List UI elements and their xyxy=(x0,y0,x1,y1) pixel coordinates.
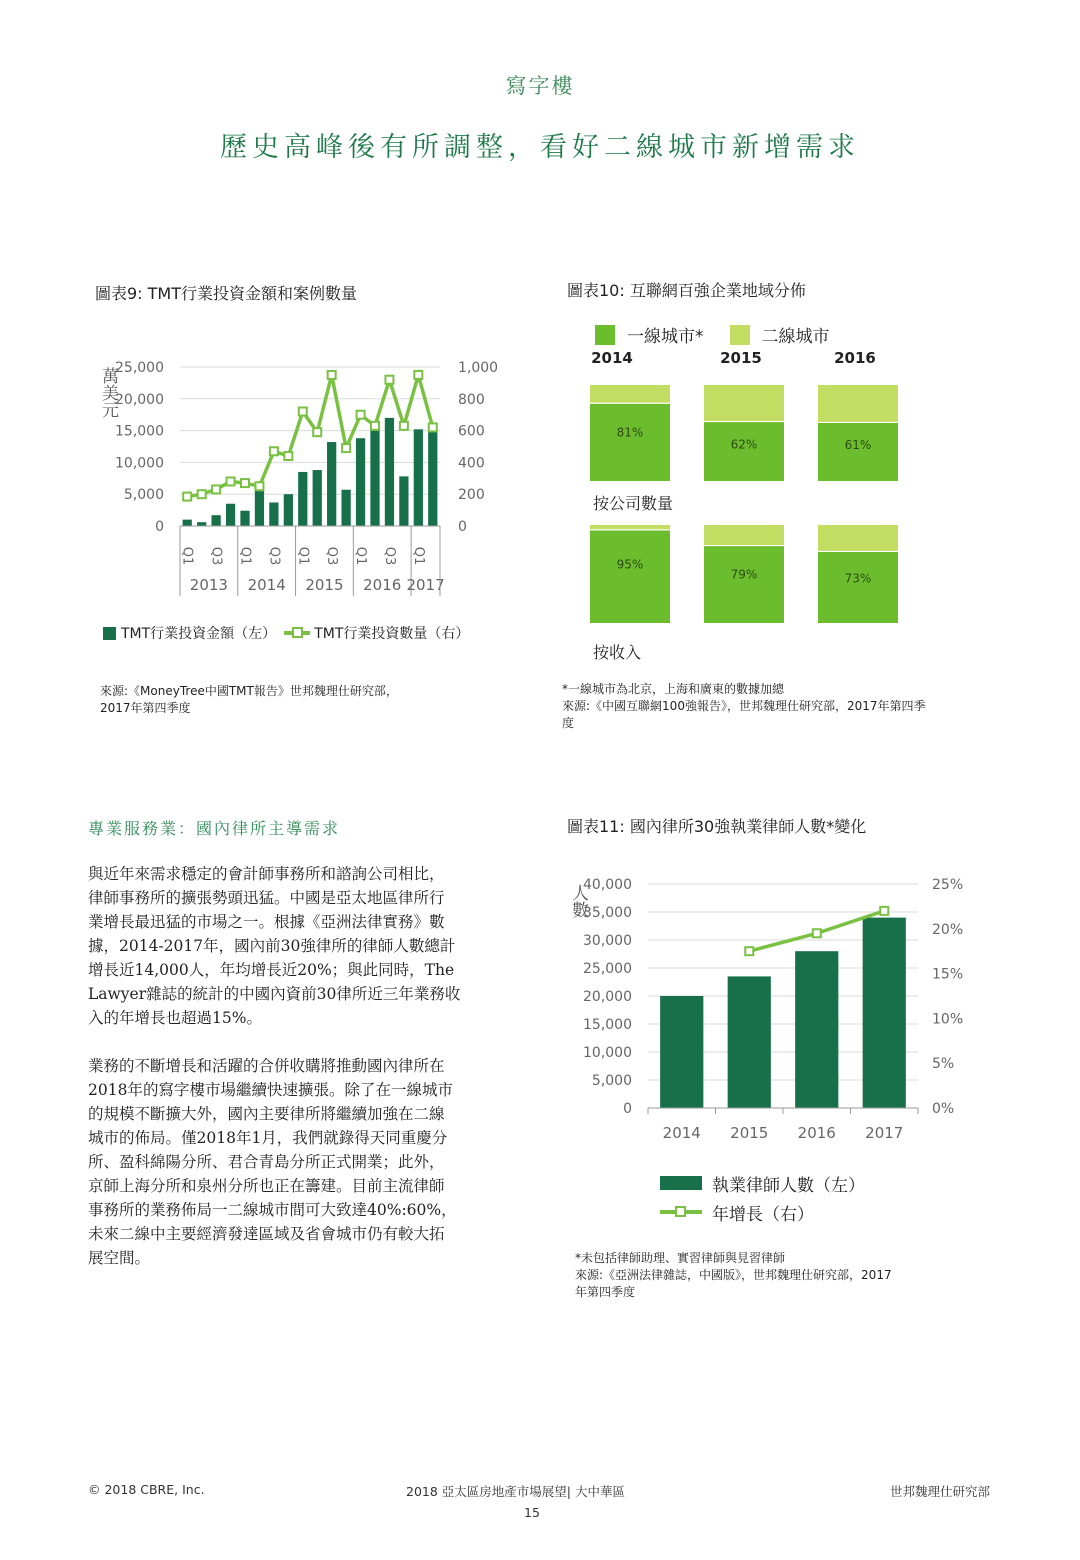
tier2-segment xyxy=(818,525,898,551)
bar xyxy=(341,490,350,526)
fig10-legend xyxy=(595,322,830,347)
year-label: 2015 xyxy=(720,349,762,367)
line-marker xyxy=(357,411,365,419)
x-tick-label: Q1 xyxy=(237,546,253,566)
x-tick-label: 2016 xyxy=(797,1124,836,1142)
text-line: 城市的佈局。僅2018年1月，我們就錄得天同重慶分 xyxy=(88,1129,448,1147)
tier1-segment xyxy=(590,403,670,481)
line-marker xyxy=(198,490,206,498)
y2-tick-label: 0% xyxy=(932,1101,955,1117)
tier1-segment xyxy=(590,530,670,623)
section-label: 寫字樓 xyxy=(505,74,575,98)
fig10-row-label-companies: 按公司數量 xyxy=(593,494,674,513)
footer-publication: 2018 亞太區房地產市場展望| 大中華區 xyxy=(406,1484,625,1499)
bar xyxy=(385,418,394,526)
fig10-note-line: 來源:《中國互聯網100強報告》，世邦魏理仕研究部，2017年第四季 xyxy=(562,699,926,713)
year-label: 2016 xyxy=(363,576,402,594)
y-tick-label: 0 xyxy=(623,1101,632,1117)
tier2-segment xyxy=(704,385,784,421)
fig11-title: 圖表11: 國內律所30強執業律師人數*變化 xyxy=(567,817,867,836)
text-line: 與近年來需求穩定的會計師事務所和諮詢公司相比， xyxy=(88,865,445,883)
x-tick-label: 2014 xyxy=(662,1124,701,1142)
fig10-legend-tier2: 二線城市 xyxy=(761,327,830,347)
fig11-notes xyxy=(575,1250,892,1301)
line-marker xyxy=(400,422,408,430)
y2-tick-label: 400 xyxy=(458,455,485,472)
y2-tick-label: 600 xyxy=(458,423,485,440)
tier1-segment xyxy=(704,546,784,623)
fig11-legend-bar: 執業律師人數（左） xyxy=(712,1175,865,1196)
fig10-legend-tier1: 一線城市* xyxy=(627,327,704,347)
y-axis-title: 人數 xyxy=(568,884,588,918)
bar xyxy=(660,996,703,1108)
fig10-notes xyxy=(562,681,926,732)
fig11-note-line: 來源:《亞洲法律雜誌，中國版》，世邦魏理仕研究部，2017 xyxy=(575,1268,892,1282)
legend-tier1-swatch xyxy=(595,325,615,345)
y-tick-label: 0 xyxy=(155,519,164,535)
bar xyxy=(313,470,322,526)
y-axis-title: 萬美元 xyxy=(98,367,118,418)
bar xyxy=(269,502,278,526)
line-marker xyxy=(880,907,888,915)
y-tick-label: 10,000 xyxy=(115,455,164,472)
y-tick-label: 5,000 xyxy=(123,487,164,504)
y-tick-label: 40,000 xyxy=(583,877,632,893)
y-tick-label: 10,000 xyxy=(583,1045,632,1061)
fig9-legend-line: TMT行業投資數量（右） xyxy=(314,626,470,642)
fig9-source-line: 2017年第四季度 xyxy=(100,701,191,715)
text-line: 據，2014-2017年，國內前30強律所的律師人數總計 xyxy=(88,937,456,955)
text-line: Lawyer雜誌的統計的中國內資前30律所近三年業務收 xyxy=(88,985,461,1003)
legend-line-swatch xyxy=(660,1210,702,1214)
text-line: 所、盈科綿陽分所、君合青島分所正式開業；此外， xyxy=(88,1153,445,1171)
year-label: 2014 xyxy=(591,349,633,367)
article-paragraph-1 xyxy=(88,862,518,1030)
fig11-legend-line: 年增長（右） xyxy=(712,1204,814,1225)
tier2-segment xyxy=(590,525,670,530)
fig10-note-line: 度 xyxy=(562,716,575,730)
pct-label: 95% xyxy=(616,557,644,572)
bar xyxy=(298,472,307,526)
line-marker xyxy=(313,428,321,436)
bar xyxy=(255,491,264,526)
fig9-title: 圖表9: TMT行業投資金額和案例數量 xyxy=(95,284,358,303)
y2-tick-label: 25% xyxy=(932,877,964,893)
pct-label: 79% xyxy=(730,567,758,582)
y-tick-label: 15,000 xyxy=(115,423,164,440)
line-marker xyxy=(414,371,422,379)
tier2-segment xyxy=(818,385,898,422)
line-marker xyxy=(745,947,753,955)
x-tick-label: Q1 xyxy=(410,546,426,566)
line-marker xyxy=(385,376,393,384)
series-line xyxy=(187,375,433,497)
tier1-segment xyxy=(818,551,898,623)
x-tick-label: Q1 xyxy=(295,546,311,566)
line-marker xyxy=(212,485,220,493)
fig9-chart xyxy=(90,340,510,610)
line-marker xyxy=(299,408,307,416)
bar xyxy=(795,951,838,1108)
line-marker xyxy=(183,493,191,501)
bar xyxy=(183,520,192,526)
y2-tick-label: 800 xyxy=(458,391,485,408)
text-line: 業務的不斷增長和活躍的合併收購將推動國內律所在 xyxy=(88,1057,445,1075)
fig9-source xyxy=(100,683,398,717)
year-label: 2016 xyxy=(834,349,876,367)
bar xyxy=(356,438,365,526)
text-line: 業增長最迅猛的市場之一。根據《亞洲法律實務》數 xyxy=(88,913,445,931)
bar xyxy=(240,511,249,526)
legend-line-swatch xyxy=(284,631,310,635)
line-marker xyxy=(227,477,235,485)
fig11-chart xyxy=(560,860,980,1150)
x-tick-label: 2017 xyxy=(865,1124,904,1142)
text-line: 律師事務所的擴張勢頭迅猛。中國是亞太地區律所行 xyxy=(88,889,445,907)
y2-tick-label: 15% xyxy=(932,966,964,983)
line-marker xyxy=(429,423,437,431)
y2-tick-label: 0 xyxy=(458,519,467,535)
x-tick-label: Q3 xyxy=(324,546,340,566)
text-line: 京師上海分所和泉州分所也正在籌建。目前主流律師 xyxy=(88,1177,445,1195)
fig10-chart xyxy=(580,345,920,635)
line-marker xyxy=(255,482,263,490)
bar xyxy=(226,504,235,526)
bar xyxy=(197,522,206,526)
y2-tick-label: 10% xyxy=(932,1011,964,1028)
line-marker xyxy=(284,452,292,460)
x-tick-label: Q3 xyxy=(381,546,397,566)
bar xyxy=(863,918,906,1108)
fig10-note-line: *一線城市為北京，上海和廣東的數據加總 xyxy=(562,682,785,696)
bar xyxy=(399,476,408,526)
x-tick-label: Q1 xyxy=(353,546,369,566)
tier2-segment xyxy=(704,525,784,546)
year-label: 2015 xyxy=(305,576,344,594)
text-line: 展空間。 xyxy=(88,1249,151,1267)
legend-bar-swatch xyxy=(660,1176,702,1190)
page-headline: 歷史高峰後有所調整，看好二線城市新增需求 xyxy=(220,132,860,163)
fig10-row-label-revenue: 按收入 xyxy=(593,643,642,662)
line-marker xyxy=(813,929,821,937)
y-tick-label: 35,000 xyxy=(583,905,632,921)
text-line: 入的年增長也超過15%。 xyxy=(88,1009,262,1027)
y2-tick-label: 5% xyxy=(932,1056,955,1073)
x-tick-label: Q3 xyxy=(266,546,282,566)
fig9-source-line: 來源:《MoneyTree中國TMT報告》世邦魏理仕研究部， xyxy=(100,684,398,698)
line-marker xyxy=(342,444,350,452)
bar xyxy=(370,431,379,526)
line-marker xyxy=(328,371,336,379)
x-tick-label: Q1 xyxy=(179,546,195,566)
y2-tick-label: 20% xyxy=(932,921,964,938)
year-label: 2013 xyxy=(189,576,228,594)
footer-dept: 世邦魏理仕研究部 xyxy=(890,1484,991,1499)
fig11-note-line: 年第四季度 xyxy=(575,1285,636,1299)
fig9-legend-bar: TMT行業投資金額（左） xyxy=(121,626,277,642)
year-label: 2017 xyxy=(406,576,445,594)
text-line: 2018年的寫字樓市場繼續快速擴張。除了在一線城市 xyxy=(88,1081,453,1099)
footer-copyright: © 2018 CBRE, Inc. xyxy=(88,1482,205,1497)
fig11-note-line: *未包括律師助理、實習律師與見習律師 xyxy=(575,1251,786,1265)
article-paragraph-2 xyxy=(88,1054,518,1270)
y2-tick-label: 1,000 xyxy=(458,360,499,376)
bar xyxy=(428,431,437,526)
line-marker xyxy=(241,479,249,487)
legend-bar-swatch xyxy=(103,627,116,640)
tier2-segment xyxy=(590,385,670,403)
x-tick-label: 2015 xyxy=(730,1124,769,1142)
pct-label: 62% xyxy=(730,437,758,452)
y-tick-label: 20,000 xyxy=(583,989,632,1005)
line-marker xyxy=(371,422,379,430)
y2-tick-label: 200 xyxy=(458,487,485,504)
bar xyxy=(211,515,220,526)
pct-label: 81% xyxy=(616,425,644,440)
pct-label: 61% xyxy=(844,437,872,452)
year-label: 2014 xyxy=(247,576,286,594)
fig11-legend xyxy=(660,1170,865,1228)
y-tick-label: 5,000 xyxy=(591,1073,632,1089)
text-line: 事務所的業務佈局一二線城市間可大致達40%:60%， xyxy=(88,1201,457,1219)
text-line: 的規模不斷擴大外，國內主要律所將繼續加強在二線 xyxy=(88,1105,445,1123)
y-tick-label: 30,000 xyxy=(583,933,632,949)
bar xyxy=(728,976,771,1108)
page-number: 15 xyxy=(524,1505,540,1520)
y-tick-label: 25,000 xyxy=(115,360,164,376)
y-tick-label: 20,000 xyxy=(115,391,164,408)
pct-label: 73% xyxy=(844,571,872,586)
legend-tier2-swatch xyxy=(730,325,750,345)
bar xyxy=(284,494,293,526)
bar xyxy=(414,429,423,526)
y-tick-label: 15,000 xyxy=(583,1017,632,1033)
text-line: 未來二線中主要經濟發達區域及省會城市仍有較大拓 xyxy=(88,1225,445,1243)
text-line: 增長近14,000人，年均增長近20%；與此同時，The xyxy=(88,961,455,979)
fig10-title: 圖表10: 互聯網百強企業地域分佈 xyxy=(567,281,806,300)
x-tick-label: Q3 xyxy=(208,546,224,566)
y-tick-label: 25,000 xyxy=(583,961,632,977)
article-subhead: 專業服務業：國內律所主導需求 xyxy=(88,819,341,838)
line-marker xyxy=(270,447,278,455)
fig9-legend xyxy=(103,623,469,643)
bar xyxy=(327,442,336,526)
